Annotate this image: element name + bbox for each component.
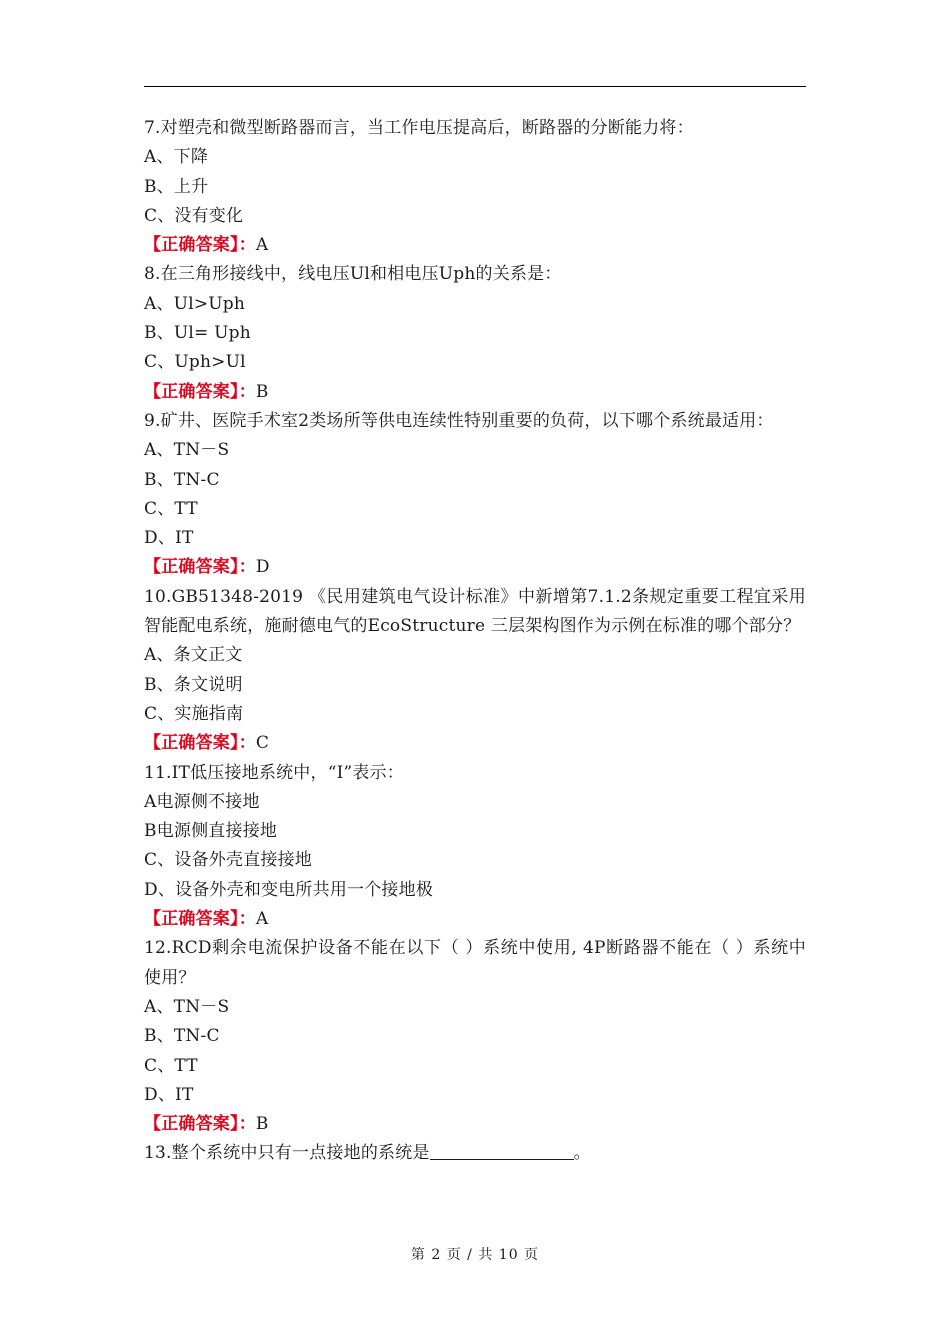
option-c: C、实施指南	[144, 703, 244, 724]
question-stem: 12.RCD剩余电流保护设备不能在以下（ ）系统中使用, 4P断路器不能在（ ）系统中使用？	[144, 938, 806, 988]
question-11	[144, 759, 806, 935]
question-8	[144, 260, 806, 406]
option-a: A、Ul>Uph	[144, 293, 246, 314]
option-a: A、下降	[144, 147, 209, 168]
option-b: B、Ul= Uph	[144, 323, 251, 344]
answer-value: A	[255, 235, 269, 256]
answer-row	[144, 231, 806, 260]
answer-value: D	[255, 557, 270, 578]
option-c: C、Uph>Ul	[144, 352, 246, 373]
option-b: B、上升	[144, 176, 209, 197]
question-stem: 8.在三角形接线中，线电压Ul和相电压Uph的关系是：	[144, 264, 562, 285]
option-d: D、设备外壳和变电所共用一个接地极	[144, 879, 434, 900]
answer-row	[144, 1110, 806, 1139]
question-10	[144, 583, 806, 759]
option-a: A电源侧不接地	[144, 791, 260, 812]
answer-label: 【正确答案】：	[144, 1114, 256, 1135]
stem-prefix: 13.整个系统中只有一点接地的系统是	[144, 1143, 430, 1164]
option-c: C、没有变化	[144, 205, 244, 226]
question-stem: 9.矿井、医院手术室2类场所等供电连续性特别重要的负荷，以下哪个系统最适用：	[144, 410, 774, 431]
question-stem: 7.对塑壳和微型断路器而言，当工作电压提高后，断路器的分断能力将：	[144, 118, 694, 138]
question-stem: 10.GB51348-2019 《民用建筑电气设计标准》中新增第7.1.2条规定重要工程宜采用智能配电系统，施耐德电气的EcoStructure 三层架构图作为示例在标准的哪个部分？	[144, 586, 806, 637]
answer-value: A	[255, 909, 269, 930]
question-13	[144, 1139, 806, 1168]
answer-label: 【正确答案】：	[144, 909, 256, 930]
option-d: D、IT	[144, 528, 194, 549]
answer-row	[144, 378, 806, 407]
question-stem: 11.IT低压接地系统中，“I”表示：	[144, 762, 404, 783]
answer-label: 【正确答案】：	[144, 235, 256, 256]
option-d: D、IT	[144, 1084, 194, 1105]
option-b: B、条文说明	[144, 674, 243, 695]
option-c: C、设备外壳直接接地	[144, 850, 313, 871]
page-footer: 第 2 页 / 共 10 页	[410, 1247, 540, 1263]
answer-label: 【正确答案】：	[144, 557, 256, 578]
option-c: C、TT	[144, 498, 198, 519]
option-b: B、TN-C	[144, 1026, 220, 1047]
question-12	[144, 934, 806, 1139]
fill-in-blank	[430, 1141, 574, 1160]
question-list	[144, 114, 806, 1169]
answer-row	[144, 905, 806, 934]
option-c: C、TT	[144, 1055, 198, 1076]
question-stem	[144, 1139, 806, 1168]
stem-suffix: 。	[573, 1143, 591, 1164]
option-a: A、TN－S	[144, 996, 230, 1017]
option-a: A、条文正文	[144, 645, 243, 666]
question-9	[144, 407, 806, 583]
answer-label: 【正确答案】：	[144, 733, 256, 754]
header-rule	[144, 86, 806, 87]
question-7	[144, 114, 806, 260]
answer-row	[144, 553, 806, 582]
option-b: B、TN-C	[144, 469, 220, 490]
answer-label: 【正确答案】：	[144, 381, 256, 402]
answer-value: C	[255, 733, 270, 754]
answer-value: B	[255, 1114, 269, 1135]
answer-row	[144, 729, 806, 758]
option-a: A、TN－S	[144, 440, 230, 461]
option-b: B电源侧直接接地	[144, 821, 278, 842]
answer-value: B	[255, 381, 269, 402]
